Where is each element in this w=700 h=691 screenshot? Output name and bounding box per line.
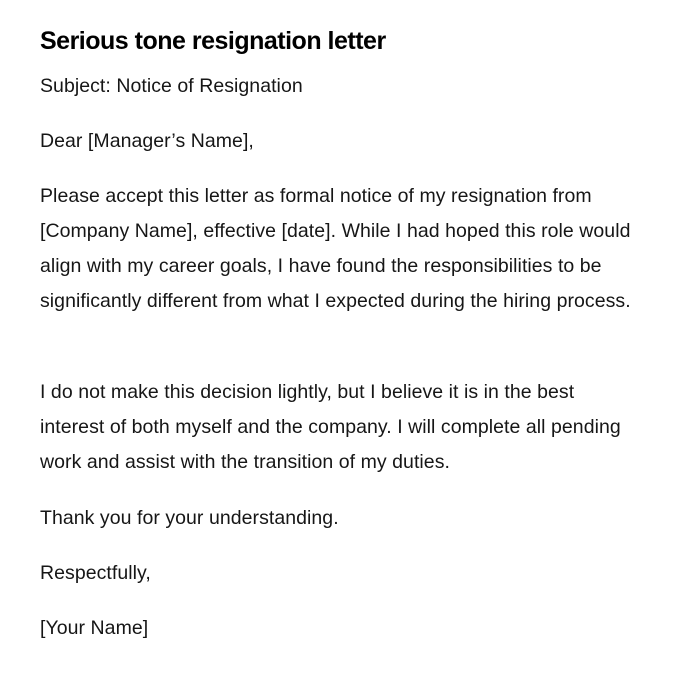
- letter-closing: Respectfully,: [40, 562, 151, 584]
- letter-paragraph-2: I do not make this decision lightly, but I believe it is in the best interest of both myself and the company. I will complete all pending work and assist with the transition of my duties.: [40, 381, 621, 473]
- letter-title: Serious tone resignation letter: [40, 27, 386, 55]
- letter-greeting: Dear [Manager’s Name],: [40, 130, 254, 152]
- letter-paragraph-1: Please accept this letter as formal notice of my resignation from [Company Name], effective [date]. While I had hoped this role would align with my career goals, I have found the responsibilities to be significantly different from what I expected during the hiring process.: [40, 185, 631, 312]
- letter-signature: [Your Name]: [40, 617, 149, 639]
- letter-thanks: Thank you for your understanding.: [40, 507, 339, 529]
- letter-subject: Subject: Notice of Resignation: [40, 75, 303, 97]
